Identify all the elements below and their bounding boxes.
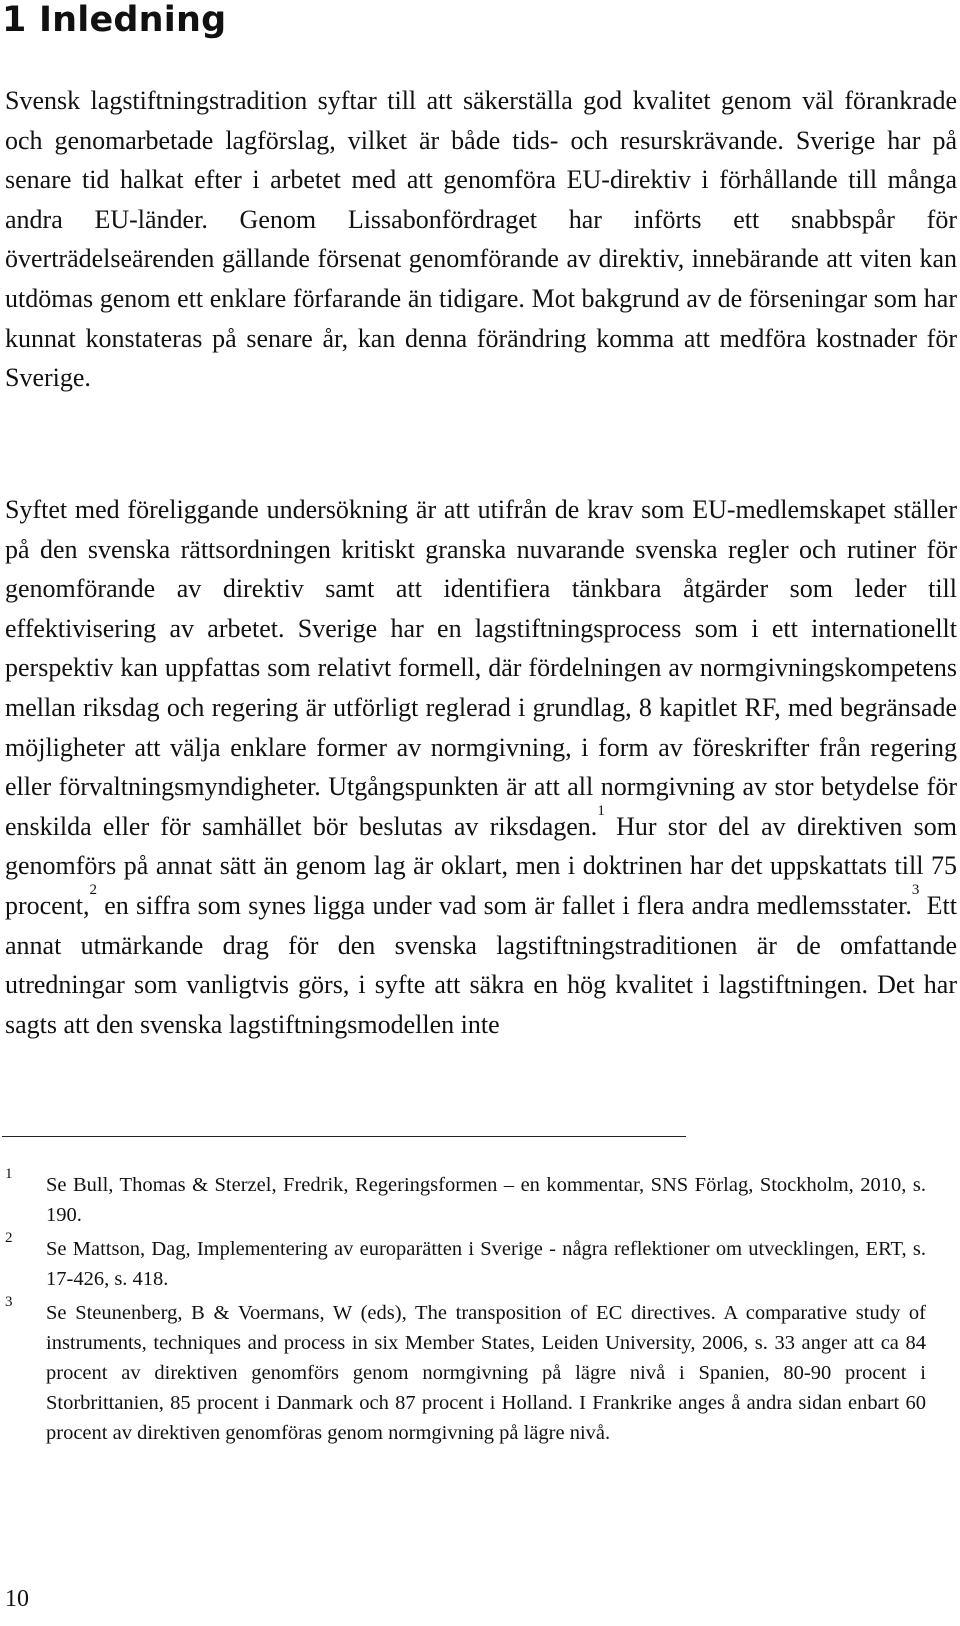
footnote-text: Se Steunenberg, B & Voermans, W (eds), The transposition of EC directives. A comparative study of instruments, techniques and process in six Member States, Leiden University, 2006, s. 33 anger att ca 84 procent av direktiven genomförs genom normgivning på lägre nivå i Spanien, 80-90 procent i Storbrittanien, 85 procent i Danmark och 87 procent i Holland. I Frankrike anges å andra sidan enbart 60 procent av direktiven genomföras genom normgivning på lägre nivå. [46, 1302, 926, 1444]
footnote-number: 2 [5, 1230, 13, 1246]
footnote-1 [0, 1166, 926, 1230]
paragraph-text: en siffra som synes ligga under vad som är fallet i flera andra medlemsstater. [96, 890, 912, 920]
paragraph-text: Hur stor del av direktiven som genomförs på annat sätt än genom lag är oklart, men i doktrinen har det uppskattats till 75 procent, [5, 811, 957, 920]
footnote-number: 1 [5, 1166, 13, 1182]
footnote-text: Se Mattson, Dag, Implementering av europarätten i Sverige - några reflektioner om utvecklingen, ERT, s. 17-426, s. 418. [46, 1238, 926, 1290]
paragraph-purpose [5, 490, 957, 1044]
footnote-ref-3[interactable]: 3 [911, 881, 920, 898]
page-number: 10 [5, 1586, 29, 1612]
footnote-ref-1[interactable]: 1 [597, 802, 605, 819]
footnote-divider [2, 1136, 686, 1137]
footnote-2 [0, 1230, 926, 1294]
section-heading: 1 Inledning [2, 0, 227, 40]
footnote-3 [0, 1294, 926, 1448]
footnote-number: 3 [5, 1294, 13, 1310]
paragraph-text: Syftet med föreliggande undersökning är att utifrån de krav som EU-medlemskapet ställer på den svenska rättsordningen kritiskt granska nuvarande svenska regler och rutiner för genomförande av direktiv samt att identifiera tänkbara åtgärder som leder till effektivisering av arbetet. Sverige har en lagstiftningsprocess som i ett internationellt perspektiv kan uppfattas som relativt formell, där fördelningen av normgivningskompetens mellan riksdag och regering är utförligt reglerad i grundlag, 8 kapitlet RF, med begränsade möjligheter att välja enklare former av normgivning, i form av föreskrifter från regering eller förvaltningsmyndigheter. Utgångspunkten är att all normgivning av stor betydelse för enskilda eller för samhället bör beslutas av riksdagen. [5, 495, 957, 841]
paragraph-intro: Svensk lagstiftningstradition syftar till att säkerställa god kvalitet genom väl förankrade och genomarbetade lagförslag, vilket är både tids- och resurskrävande. Sverige har på senare tid halkat efter i arbetet med att genomföra EU-direktiv i förhållande till många andra EU-länder. Genom Lissabonfördraget har införts ett snabbspår för överträdelseärenden gällande försenat genomförande av direktiv, innebärande att viten kan utdömas genom ett enklare förfarande än tidigare. Mot bakgrund av de förseningar som har kunnat konstateras på senare år, kan denna förändring komma att medföra kostnader för Sverige. [5, 86, 957, 393]
paragraph-text: Ett annat utmärkande drag för den svenska lagstiftningstraditionen är de omfattande utredningar som vanligtvis görs, i syfte att säkra en hög kvalitet i lagstiftningen. Det har sagts att den svenska lagstiftningsmodellen inte [5, 890, 957, 1039]
footnote-ref-2[interactable]: 2 [89, 881, 97, 898]
footnote-text: Se Bull, Thomas & Sterzel, Fredrik, Regeringsformen – en kommentar, SNS Förlag, Stockholm, 2010, s. 190. [46, 1174, 926, 1226]
footnotes [0, 1166, 960, 1452]
